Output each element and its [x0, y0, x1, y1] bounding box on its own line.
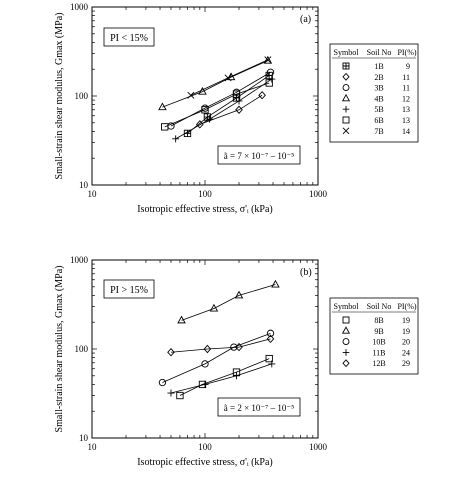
panel-label: (a) — [300, 14, 312, 25]
legend — [330, 44, 418, 142]
legend-header-soil: Soil No — [366, 48, 392, 57]
data-point — [167, 390, 174, 397]
legend-pi: 13 — [402, 116, 410, 125]
legend-pi: 11 — [402, 72, 410, 82]
data-point — [210, 305, 217, 311]
legend-pi: 19 — [402, 326, 410, 336]
legend-soil-no: 5B — [374, 105, 384, 115]
legend-soil-no: 12B — [372, 359, 386, 369]
series-5B — [172, 76, 275, 143]
y-axis-label: Small-strain shear modulus, Gmax (MPa) — [54, 265, 65, 433]
series-10B — [159, 330, 273, 386]
series-line — [180, 359, 269, 396]
legend-pi: 20 — [402, 337, 410, 347]
legend-pi: 13 — [402, 105, 410, 115]
legend-pi: 12 — [402, 94, 410, 104]
y-tick-label: 100 — [74, 91, 88, 101]
y-tick-label: 10 — [79, 180, 88, 190]
panel-b — [54, 255, 418, 468]
annotation-text: ã = 2 × 10⁻⁷ – 10⁻⁵ — [223, 403, 295, 413]
legend — [330, 298, 418, 374]
annotation-box — [218, 398, 300, 416]
series-4B — [159, 57, 271, 110]
y-tick-label: 1000 — [70, 255, 88, 265]
series-line — [191, 60, 268, 95]
y-tick-label: 100 — [74, 344, 88, 354]
x-axis-label: Isotropic effective stress, σ'ᵢ (kPa) — [137, 204, 273, 215]
pi-box-text: PI > 15% — [110, 285, 148, 296]
legend-pi: 9 — [406, 62, 410, 71]
legend-header-pi: PI(%) — [397, 302, 417, 311]
legend-soil-no: 8B — [374, 316, 384, 325]
legend-pi: 19 — [402, 316, 410, 325]
legend-header-pi: PI(%) — [397, 48, 417, 57]
legend-pi: 24 — [402, 348, 410, 358]
legend-header-soil: Soil No — [366, 302, 392, 311]
x-tick-label: 10 — [87, 442, 97, 452]
annotation-text: ã = 7 × 10⁻⁷ – 10⁻⁵ — [223, 151, 295, 161]
annotation-box — [218, 146, 300, 164]
x-axis-label: Isotropic effective stress, σ'ᵢ (kPa) — [137, 457, 273, 468]
panel-a — [54, 2, 418, 215]
data-point — [162, 124, 168, 130]
y-axis-label: Small-strain shear modulus, Gmax (MPa) — [54, 12, 65, 180]
series-9B — [178, 281, 279, 323]
data-point — [259, 92, 265, 99]
series-line — [182, 285, 276, 321]
y-tick-label: 10 — [79, 433, 88, 443]
series-line — [165, 83, 269, 127]
x-tick-label: 10 — [87, 189, 97, 199]
series-layer — [159, 57, 275, 143]
x-tick-label: 1000 — [309, 442, 327, 452]
x-tick-label: 1000 — [309, 189, 327, 199]
legend-header-symbol: Symbol — [333, 48, 359, 57]
series-layer — [159, 281, 279, 399]
legend-soil-no: 6B — [374, 116, 384, 125]
legend-soil-no: 9B — [374, 326, 384, 336]
legend-soil-no: 4B — [374, 94, 384, 104]
pi-box — [104, 280, 154, 298]
data-point — [201, 381, 208, 388]
pi-box-text: PI < 15% — [110, 33, 148, 44]
series-line — [162, 333, 270, 382]
x-tick-label: 100 — [198, 189, 212, 199]
y-tick-label: 1000 — [70, 2, 88, 12]
legend-pi: 14 — [402, 126, 410, 136]
legend-soil-no: 1B — [374, 62, 384, 71]
legend-soil-no: 10B — [372, 337, 386, 347]
data-point — [272, 281, 279, 287]
series-line — [171, 364, 272, 393]
x-tick-label: 100 — [198, 442, 212, 452]
legend-pi: 29 — [402, 359, 410, 369]
legend-soil-no: 3B — [374, 83, 384, 93]
series-1B — [184, 72, 272, 136]
series-8B — [177, 355, 273, 398]
legend-header-symbol: Symbol — [333, 302, 359, 311]
legend-soil-no: 11B — [372, 348, 386, 358]
pi-box — [104, 28, 154, 46]
series-line — [171, 339, 271, 352]
legend-soil-no: 7B — [374, 126, 384, 136]
legend-pi: 11 — [402, 83, 410, 93]
data-point — [172, 135, 179, 142]
panel-label: (b) — [300, 267, 312, 278]
series-11B — [167, 360, 275, 396]
legend-soil-no: 2B — [374, 72, 384, 82]
